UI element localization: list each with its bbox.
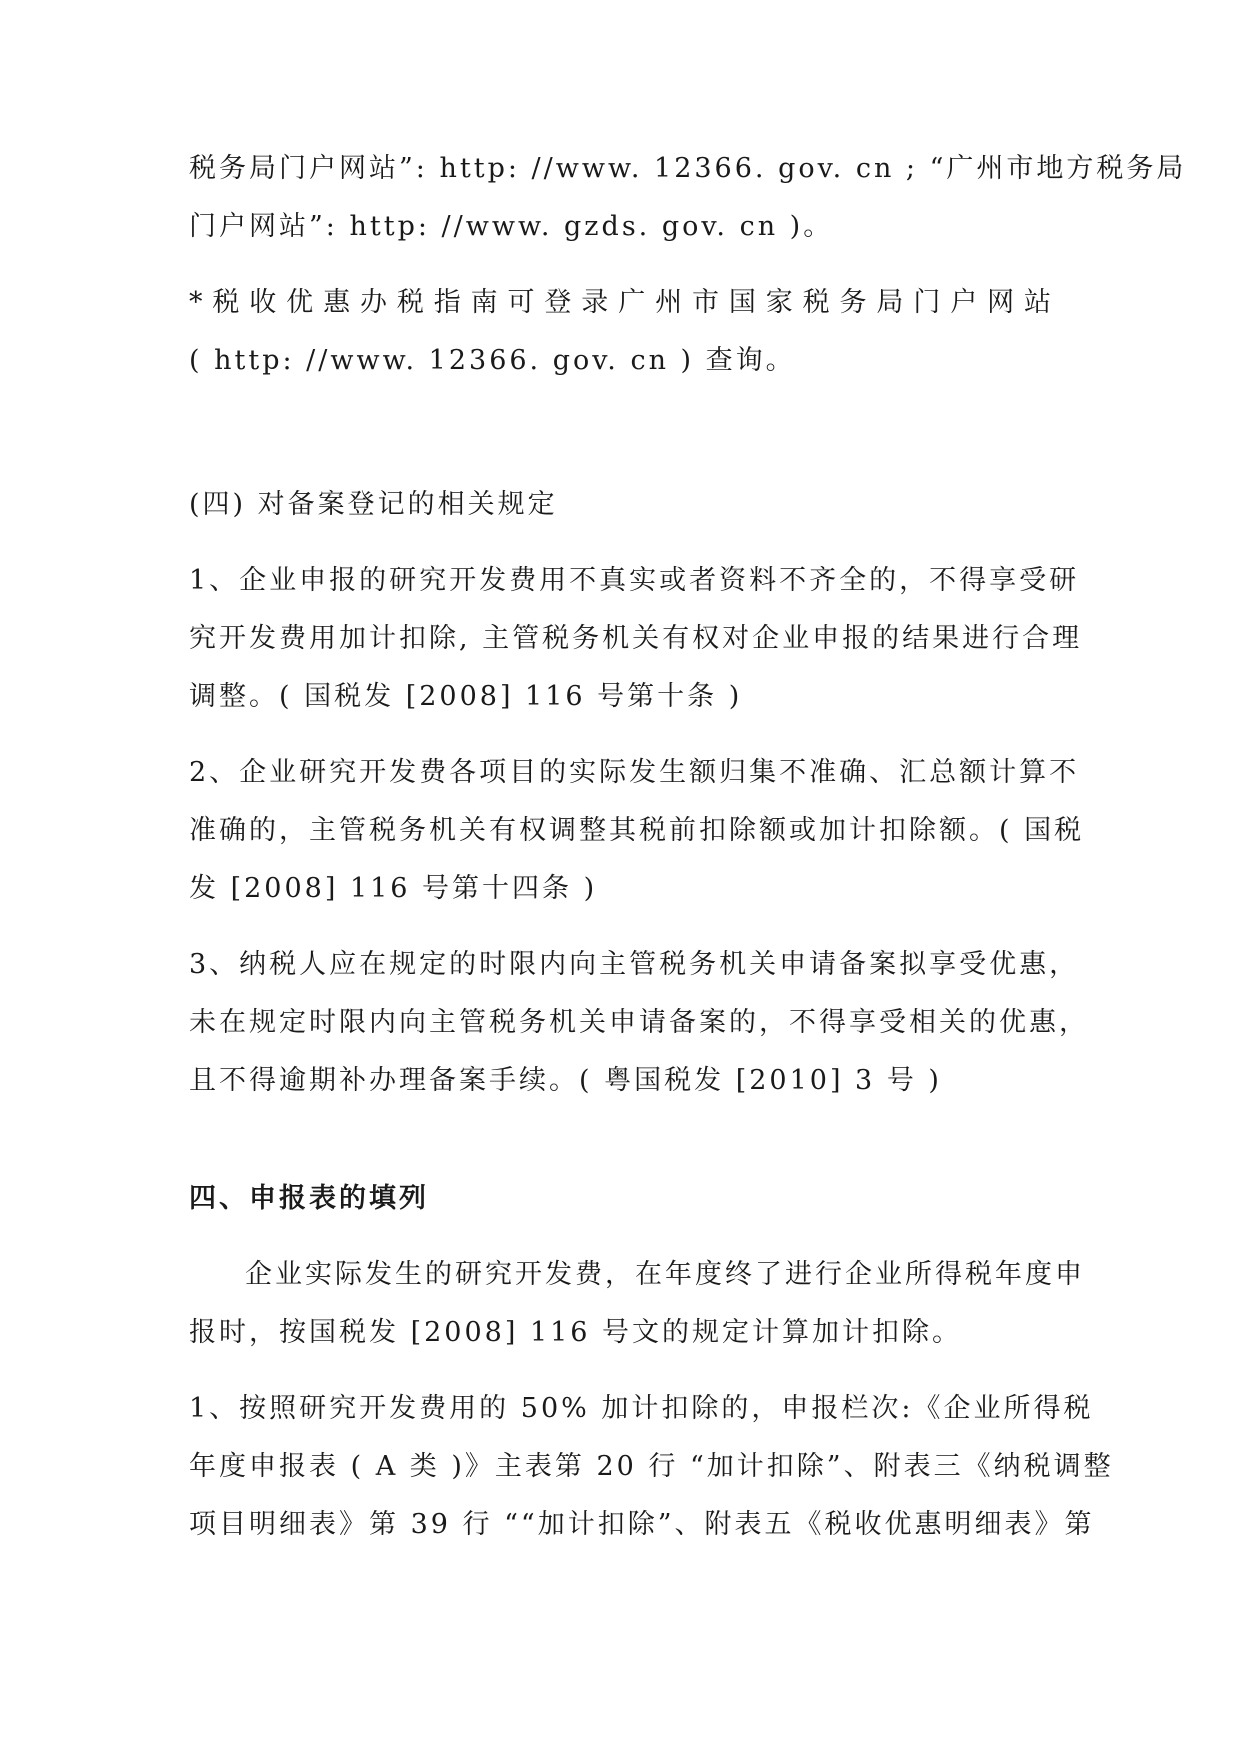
text-line: 门户网站”: http: //www. gzds. gov. cn )。 xyxy=(189,211,834,242)
paragraph-filing-columns xyxy=(189,1380,1114,1554)
text-line: 调整。( 国税发 [2008] 116 号第十条 ) xyxy=(189,681,743,712)
text-line: 未在规定时限内向主管税务机关申请备案的，不得享受相关的优惠， xyxy=(189,1007,1089,1038)
regulation-item-3 xyxy=(189,936,1089,1110)
paragraph-website-links xyxy=(189,140,1187,256)
text-line: 且不得逾期补办理备案手续。( 粤国税发 [2010] 3 号 ) xyxy=(189,1065,942,1096)
regulation-item-2 xyxy=(189,744,1085,918)
text-line: 1、企业申报的研究开发费用不真实或者资料不齐全的，不得享受研 xyxy=(189,565,1080,596)
paragraph-tax-guide-note xyxy=(189,274,1054,390)
section-heading: 四、申报表的填列 xyxy=(189,1183,429,1214)
subsection-title: (四) 对备案登记的相关规定 xyxy=(189,489,558,520)
document-page xyxy=(189,140,1187,1554)
text-line: 发 [2008] 116 号第十四条 ) xyxy=(189,873,598,904)
text-line: 3、纳税人应在规定的时限内向主管税务机关申请备案拟享受优惠， xyxy=(189,949,1080,980)
text-line: 1、按照研究开发费用的 50% 加计扣除的，申报栏次:《企业所得税 xyxy=(189,1393,1094,1424)
text-line: 企业实际发生的研究开发费，在年度终了进行企业所得税年度申 xyxy=(245,1259,1085,1290)
text-line: *税收优惠办税指南可登录广州市国家税务局门户网站 xyxy=(189,287,1054,318)
text-line: 究开发费用加计扣除, 主管税务机关有权对企业申报的结果进行合理 xyxy=(189,623,1083,654)
text-line: 税务局门户网站”: http: //www. 12366. gov. cn ; “广州市地方税务局 xyxy=(189,153,1187,184)
text-line: 2、企业研究开发费各项目的实际发生额归集不准确、汇总额计算不 xyxy=(189,757,1080,788)
text-line: 准确的，主管税务机关有权调整其税前扣除额或加计扣除额。( 国税 xyxy=(189,815,1085,846)
text-line: 项目明细表》第 39 行 ““加计扣除”、附表五《税收优惠明细表》第 xyxy=(189,1509,1095,1540)
text-line: 报时，按国税发 [2008] 116 号文的规定计算加计扣除。 xyxy=(189,1317,963,1348)
text-line: ( http: //www. 12366. gov. cn ) 查询。 xyxy=(189,345,796,376)
text-line: 年度申报表 ( A 类 )》主表第 20 行 “加计扣除”、附表三《纳税调整 xyxy=(189,1451,1114,1482)
regulation-item-1 xyxy=(189,552,1083,726)
paragraph-annual-filing xyxy=(189,1246,1085,1362)
